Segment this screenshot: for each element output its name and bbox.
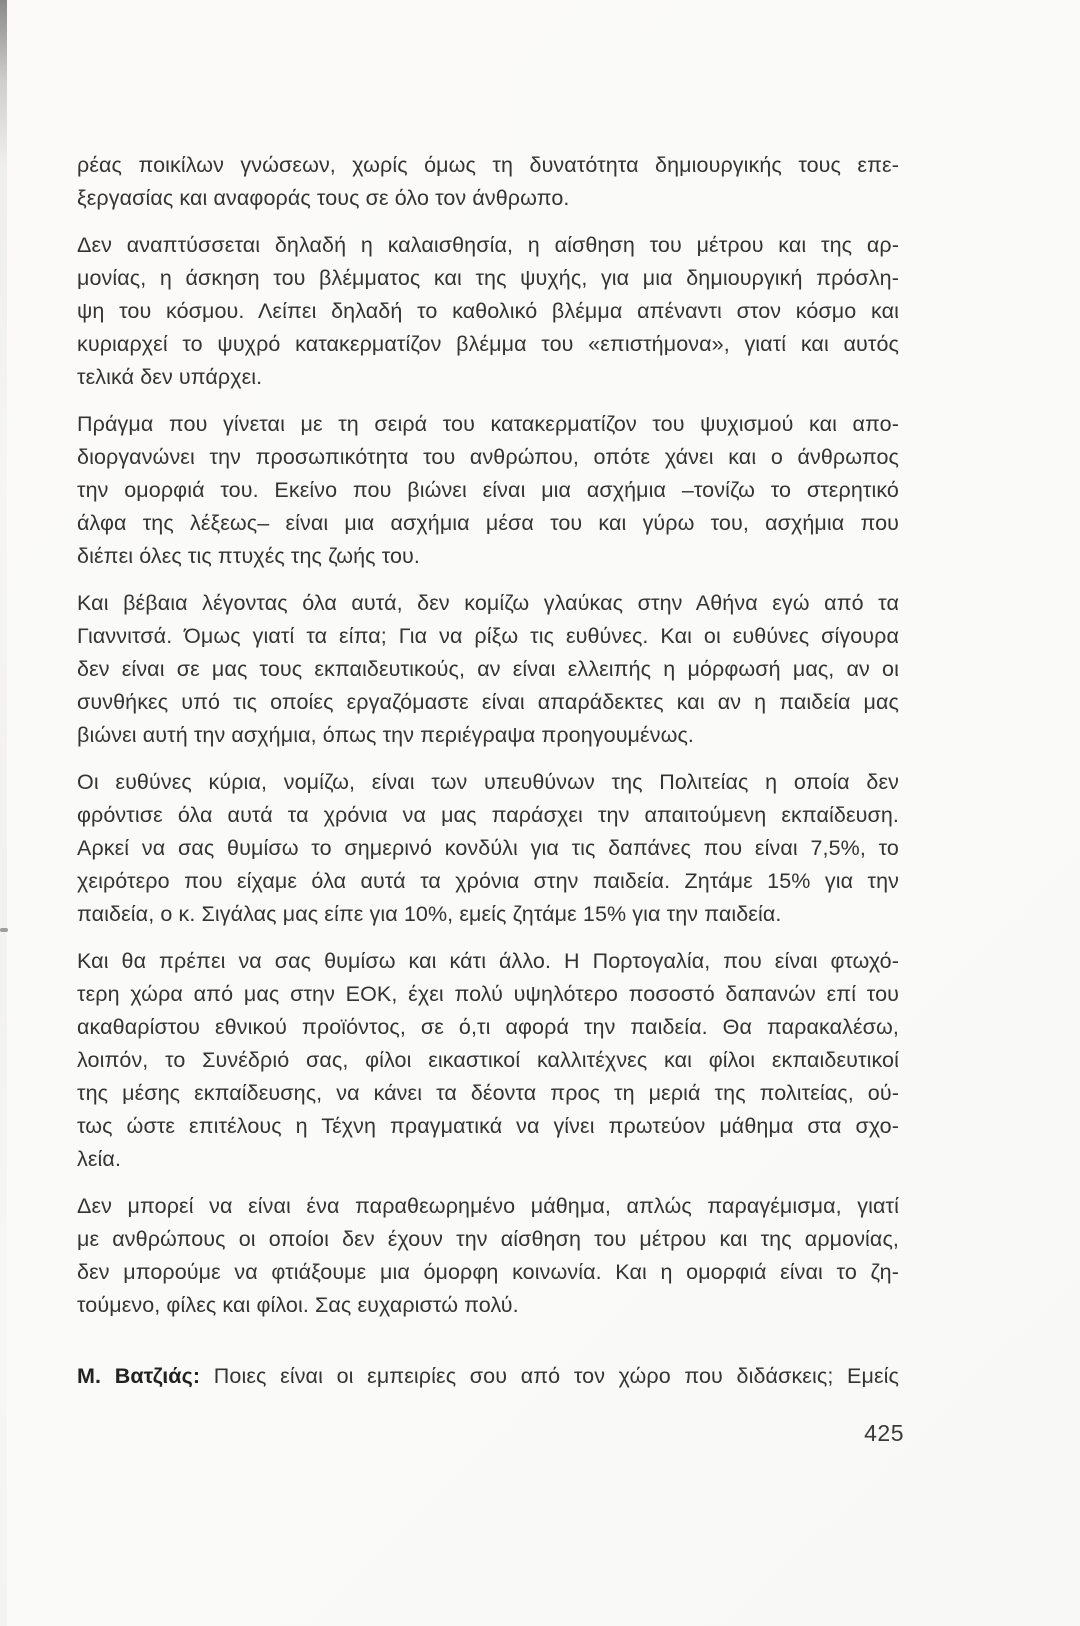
text-line: άλφα της λέξεως– είναι μια ασχήμια μέσα του και γύρω του, ασχήμια που bbox=[77, 511, 899, 535]
text-line: ψη του κόσμου. Λείπει δηλαδή το καθολικό βλέμμα απέναντι στον κόσμο και bbox=[77, 299, 899, 323]
text-line: την ομορφιά του. Εκείνο που βιώνει είναι μια ασχήμια –τονίζω το στερητικό bbox=[77, 478, 899, 502]
text-line: Οι ευθύνες κύρια, νομίζω, είναι των υπευθύνων της Πολιτείας η οποία δεν bbox=[77, 770, 899, 794]
text-line: Πράγμα που γίνεται με τη σειρά του κατακερματίζον του ψυχισμού και απο- bbox=[77, 412, 899, 436]
text-line: Αρκεί να σας θυμίσω το σημερινό κονδύλι για τις δαπάνες που είναι 7,5%, το bbox=[77, 836, 899, 860]
paragraph bbox=[77, 229, 899, 394]
text-line: ακαθαρίστου εθνικού προϊόντος, σε ό,τι αφορά την παιδεία. Θα παρακαλέσω, bbox=[77, 1015, 899, 1039]
text-line: τελικά δεν υπάρχει. bbox=[77, 365, 263, 389]
text-line: φρόντισε όλα αυτά τα χρόνια να μας παράσχει την απαιτούμενη εκπαίδευση. bbox=[77, 803, 899, 827]
scan-artifact-dash bbox=[0, 928, 8, 932]
page-number: 425 bbox=[864, 1420, 904, 1446]
text-line: Δεν μπορεί να είναι ένα παραθεωρημένο μάθημα, απλώς παραγέμισμα, γιατί bbox=[77, 1194, 899, 1218]
paragraph bbox=[77, 1190, 899, 1322]
paragraph bbox=[77, 149, 899, 215]
text-line: διέπει όλες τις πτυχές της ζωής του. bbox=[77, 544, 420, 568]
text-line: χειρότερο που είχαμε όλα αυτά τα χρόνια στην παιδεία. Ζητάμε 15% για την bbox=[77, 869, 899, 893]
text-line: δεν είναι σε μας τους εκπαιδευτικούς, αν είναι ελλειπής η μόρφωσή μας, αν οι bbox=[77, 657, 899, 681]
paragraph bbox=[77, 766, 899, 931]
text-line: μονίας, η άσκηση του βλέμματος και της ψυχής, για μια δημιουργική πρόσλη- bbox=[77, 266, 899, 290]
text-line: Και θα πρέπει να σας θυμίσω και κάτι άλλο. Η Πορτογαλία, που είναι φτωχό- bbox=[77, 949, 899, 973]
text-line: Μ. Βατζιάς: Ποιες είναι οι εμπειρίες σου από τον χώρο που διδάσκεις; Εμείς bbox=[77, 1364, 899, 1388]
text-line: Δεν αναπτύσσεται δηλαδή η καλαισθησία, η αίσθηση του μέτρου και της αρ- bbox=[77, 233, 899, 257]
text-line: Γιαννιτσά. Όμως γιατί τα είπα; Για να ρίξω τις ευθύνες. Και οι ευθύνες σίγουρα bbox=[77, 624, 899, 648]
text-line: ρέας ποικίλων γνώσεων, χωρίς όμως τη δυνατότητα δημιουργικής τους επε- bbox=[77, 153, 899, 177]
text-line: λοιπόν, το Συνέδριό σας, φίλοι εικαστικοί καλλιτέχνες και φίλοι εκπαιδευτικοί bbox=[77, 1048, 899, 1072]
speaker-paragraph bbox=[77, 1360, 899, 1393]
text-line: λεία. bbox=[77, 1147, 122, 1171]
text-line: με ανθρώπους οι οποίοι δεν έχουν την αίσθηση του μέτρου και της αρμονίας, bbox=[77, 1227, 899, 1251]
text-line: παιδεία, ο κ. Σιγάλας μας είπε για 10%, εμείς ζητάμε 15% για την παιδεία. bbox=[77, 902, 782, 926]
text-line: συνθήκες υπό τις οποίες εργαζόμαστε είναι απαράδεκτες και αν η παιδεία μας bbox=[77, 690, 899, 714]
text-line: βιώνει αυτή την ασχήμια, όπως την περιέγραψα προηγουμένως. bbox=[77, 723, 694, 747]
text-line: τούμενο, φίλες και φίλοι. Σας ευχαριστώ πολύ. bbox=[77, 1293, 519, 1317]
paragraph bbox=[77, 587, 899, 752]
text-line: της μέσης εκπαίδευσης, να κάνει τα δέοντα προς τη μεριά της πολιτείας, ού- bbox=[77, 1081, 899, 1105]
text-line: τερη χώρα από μας στην ΕΟΚ, έχει πολύ υψηλότερο ποσοστό δαπανών επί του bbox=[77, 982, 899, 1006]
text-line: τως ώστε επιτέλους η Τέχνη πραγματικά να γίνει πρωτεύον μάθημα στα σχο- bbox=[77, 1114, 899, 1138]
paragraph bbox=[77, 408, 899, 573]
paragraph bbox=[77, 945, 899, 1176]
text-line: δεν μπορούμε να φτιάξουμε μια όμορφη κοινωνία. Και η ομορφιά είναι το ζη- bbox=[77, 1260, 899, 1284]
left-scan-edge-shadow bbox=[0, 0, 7, 1626]
text-line: Και βέβαια λέγοντας όλα αυτά, δεν κομίζω γλαύκας στην Αθήνα εγώ από τα bbox=[77, 591, 899, 615]
text-block bbox=[77, 149, 899, 1393]
text-line: κυριαρχεί το ψυχρό κατακερματίζον βλέμμα του «επιστήμονα», γιατί και αυτός bbox=[77, 332, 899, 356]
text-line: ξεργασίας και αναφοράς τους σε όλο τον άνθρωπο. bbox=[77, 186, 570, 210]
speaker-name: Μ. Βατζιάς: bbox=[77, 1364, 201, 1388]
text-line: διοργανώνει την προσωπικότητα του ανθρώπου, οπότε χάνει και ο άνθρωπος bbox=[77, 445, 899, 469]
